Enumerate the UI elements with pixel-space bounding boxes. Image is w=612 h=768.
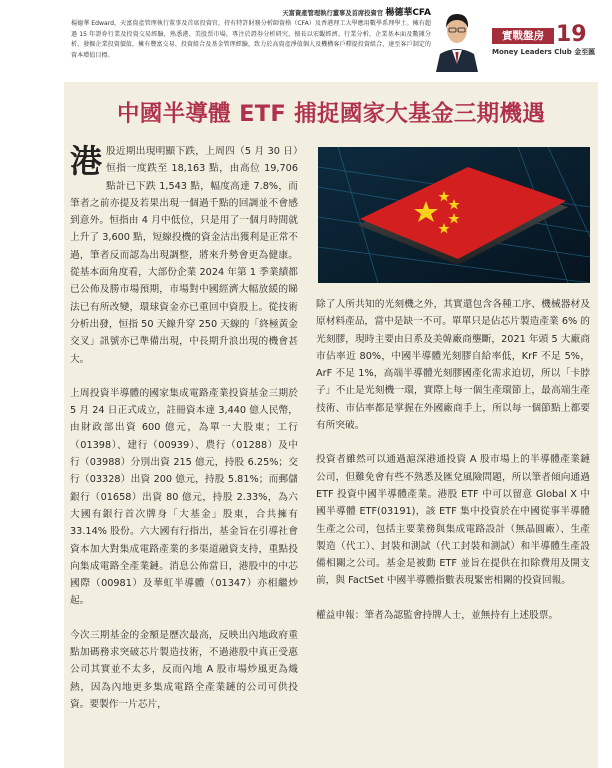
author-name: 楊德華CFA	[385, 8, 431, 18]
article-paragraph	[70, 143, 298, 368]
page-number: 19	[556, 22, 587, 47]
section-tag: 實戰盤房	[492, 28, 554, 44]
author-role: 天富資產管理執行董事及首席投資官	[282, 10, 384, 17]
article-paragraph: 上周投資半導體的國家集成電路產業投資基金三期於 5 月 24 日正式成立，註冊資本達 3,440 億人民幣，由財政部出資 600 億元，為單一大股東；工行（01398）、建行（00939）、農行（01288）及中行（03988）分別出資 215 億元，持股 6.25%；交行（03328）出資 200 億元，持股 5.81%；而郵儲銀行（01658）出資 80 億元，持股 2.33%，為六大國有銀行首次牌身「大基金」股東，合共擁有 33.14% 股份。六大國有行指出，基金旨在引導社會資本加大對集成電路產業的多渠道融資支持，重點投向集成電路全產業鏈。消息公佈當日，港股中的中芯國際（00981）及華虹半導體（01347）亦相繼炒起。	[70, 387, 298, 607]
article-column-left	[70, 143, 298, 730]
article-paragraph: 今次三期基金的金額是歷次最高，反映出內地政府重點加碼務求突破芯片製造技術，不過港股中真正受惠公司其實並不太多，反而內地 A 股市場炒風更為熾熱，因為內地更多集成電路全產業鏈的公司可供投資。要製作一片芯片，	[70, 629, 298, 710]
club-name: Money Leaders Club 金至匯	[492, 48, 596, 56]
article-headline: 中國半導體 ETF 捕捉國家大基金三期機遇	[116, 101, 546, 127]
dropcap: 港	[70, 142, 103, 180]
article-paragraph: 除了人所共知的光刻機之外，其實還包含各種工序、機械器材及原材料產品，當中是缺一不可。單單只是佔芯片製造產業 6% 的光刻膠，現時主要由日系及美韓廠商壟斷，2021 年頭 5 大廠商市佔率近 80%，中國半導體光刻膠自給率低，KrF 不足 5%，ArF 不足 1%，高端半導體光刻膠國產化需求迫切，所以「卡脖子」不止是光刻機一環，實際上每一個生產環節上，最高端生產技術、市佔率都是掌握在外國廠商手上，所以每一個節點上都要有所突破。	[316, 299, 590, 432]
chip-flag-photo	[318, 147, 590, 283]
article-column-right	[316, 296, 590, 641]
author-portrait	[434, 4, 480, 72]
author-bio-block	[71, 8, 431, 61]
article-paragraph: 投資者雖然可以通過滬深港通投資 A 股市場上的半導體產業鏈公司，但難免會有些不熟悉及匯兌風險問題，所以筆者傾向通過 ETF 投資中國半導體產業。港股 ETF 中可以留意 Global X 中國半導體 ETF(03191)，該 ETF 集中投資於在中國從事半導體生產之公司，包括主要業務與集成電路設計（無晶圓廠）、生產製造（代工）、封裝和測試（代工封裝和測試）和半導體生產設備相關之公司。基金是被動 ETF 並旨在提供在扣除費用及開支前，與 FactSet 中國半導體指數表現緊密相關的投資回報。	[316, 454, 590, 587]
disclosure-paragraph: 權益申報：筆者為認監會持牌人士，並無持有上述股票。	[316, 609, 559, 621]
author-bio-text: 楊德華 Edward，天富資產管理執行董事及首席投資官，持有特許財務分析師資格（CFA）及香港理工大學應用數學系理學士。擁有超過 15 年證券行業及投資交易經驗，熟悉港、美股票市場，專注於證券分析研究，擅長以宏觀經濟、行業分析、企業基本面及數據分析，發掘企業投資價值，擁有豐富交易、投資組合及基金管理經驗，致力於高資產淨值個人及機構客戶釋提投資組合，達至客戶制定的資本增值目標。	[71, 20, 431, 59]
author-role-line	[71, 8, 431, 19]
paragraph-text: 股近期出現明顯下跌，上周四（5 月 30 日）恒指一度跌至 18,163 點，由高位 19,706 點計已下跌 1,543 點，幅度高達 7.8%，而筆者之前亦提及若果出現一個過千點的回調並不會感到意外。恒指由 4 月中低位，只是用了一個月時間就上升了 3,600 點，短線投機的資金沽出獲利是正常不過，筆者反而認為出現調整，將來升勢會更為健康。從基本面角度看，大部份企業 2024 年第 1 季業績都已公佈及勝市場預期，市場對中國經濟大幅放緩的睇法已有所改變，環球資金亦已重回中資股上。從技術分析出發，恒指 50 天線升穿 250 天線的「終極黃金交叉」訊號亦已準備出現，中長期升浪出現的機會甚大。	[70, 146, 298, 365]
